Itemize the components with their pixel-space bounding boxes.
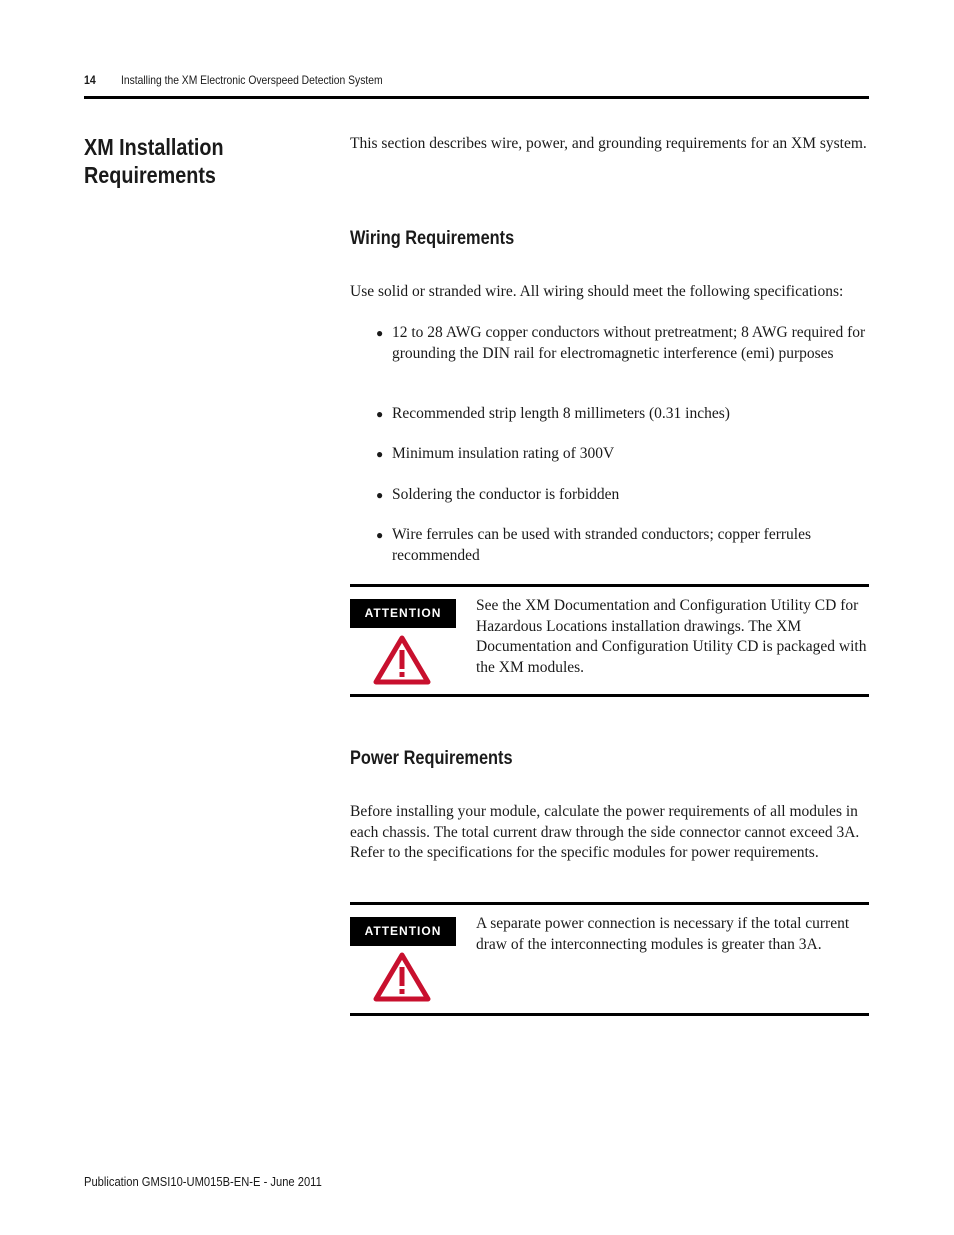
warning-triangle-icon: [373, 952, 431, 1002]
wiring-attention-box: [350, 584, 869, 697]
section-title-text: XM Installation Requirements: [84, 134, 224, 188]
bullet-icon: ●: [376, 447, 384, 461]
list-item-text: Wire ferrules can be used with stranded conductors; copper ferrules recommended: [392, 526, 811, 564]
wiring-heading: Wiring Requirements: [350, 228, 515, 249]
bullet-icon: ●: [376, 528, 384, 542]
list-item: [376, 404, 870, 425]
section-intro-block: [350, 134, 870, 155]
section-intro: This section describes wire, power, and grounding requirements for an XM system.: [350, 135, 867, 152]
page-number: 14: [84, 73, 96, 87]
list-item: [376, 444, 870, 465]
running-header-title: Installing the XM Electronic Overspeed Detection System: [121, 73, 383, 87]
bullet-icon: ●: [376, 407, 384, 421]
list-item: [376, 323, 870, 364]
list-item-text: Minimum insulation rating of 300V: [392, 445, 615, 462]
list-item-text: 12 to 28 AWG copper conductors without pretreatment; 8 AWG required for grounding the DIN rail for electromagnetic interference (emi) purposes: [392, 324, 866, 362]
list-item-text: Recommended strip length 8 millimeters (0.31 inches): [392, 405, 730, 422]
power-attention-box: [350, 902, 869, 1016]
power-heading: Power Requirements: [350, 748, 513, 769]
bullet-icon: ●: [376, 326, 384, 340]
list-item-text: Soldering the conductor is forbidden: [392, 486, 620, 503]
list-item: [376, 485, 870, 506]
bullet-icon: ●: [376, 488, 384, 502]
section-title: [84, 133, 290, 189]
attention-text: A separate power connection is necessary if the total current draw of the interconnecting modules is greater than 3A.: [476, 915, 850, 953]
power-body-block: [350, 802, 870, 864]
header-rule: [84, 96, 869, 99]
footer-publication: Publication GMSI10-UM015B-EN-E - June 2011: [84, 1174, 322, 1189]
wiring-intro: Use solid or stranded wire. All wiring should meet the following specifications:: [350, 283, 844, 300]
wiring-intro-block: [350, 282, 870, 303]
power-body: Before installing your module, calculate the power requirements of all modules in each chassis. The total current draw through the side connector cannot exceed 3A. Refer to the specifications for the specific modules for power requirements.: [350, 803, 860, 861]
attention-text: See the XM Documentation and Configuration Utility CD for Hazardous Locations installation drawings. The XM Documentation and Configuration Utility CD is packaged with the XM modules.: [476, 597, 867, 676]
warning-triangle-icon: [373, 635, 431, 685]
attention-label: ATTENTION: [350, 917, 456, 946]
attention-label: ATTENTION: [350, 599, 456, 628]
power-heading-block: [350, 748, 870, 770]
list-item: [376, 525, 870, 566]
wiring-heading-block: [350, 228, 870, 250]
